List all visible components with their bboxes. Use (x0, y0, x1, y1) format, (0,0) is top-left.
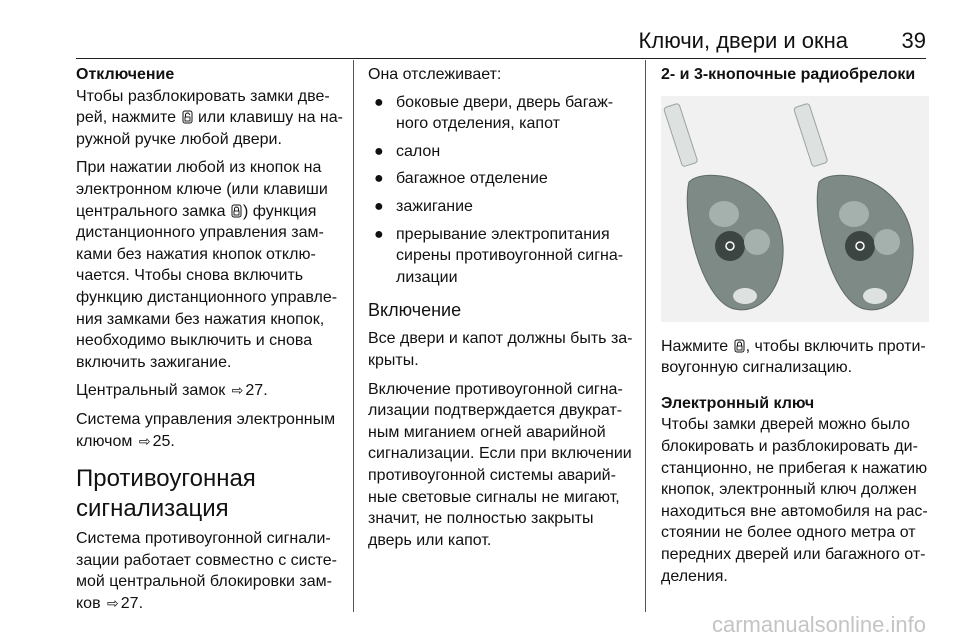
key-fob-illustration (661, 96, 929, 322)
paragraph-electronic-key: Чтобы замки дверей можно было блокировать и разблокировать ди- станционно, не прибегая к нажатию кнопок, электронный ключ должен находиться вне автомобиля на рас- стоянии не более одного метра от передних дверей или багажного от- деления. (661, 416, 928, 585)
list-item: ● салон (374, 142, 441, 160)
watermark: carmanualsonline.info (711, 612, 926, 637)
monitored-list (368, 92, 636, 289)
unlock-icon (182, 110, 193, 124)
header-title: Ключи, двери и окна (638, 28, 848, 53)
heading-remote-fobs: 2- и 3-кнопочные радиобрелоки (661, 66, 916, 83)
column-2 (368, 64, 636, 558)
list-item: ● багажное отделение (374, 170, 548, 188)
page-reference-icon: ⇨ (107, 594, 119, 611)
heading-electronic-key: Электронный ключ (661, 394, 815, 412)
column-1 (76, 64, 348, 621)
header-rule (76, 58, 926, 59)
paragraph-alarm-system: Система противоугонной сигнали- зации работает совместно с систе- мой центральной блокировки зам- ков ⇨ 27. (76, 528, 348, 614)
paragraph-buttons: При нажатии любой из кнопок на электронном ключе (или клавиши центрального замка ) функция дистанционного управления зам- ками без нажатия кнопок отклю- чается. Чтобы снова включить функцию дистанционного управле- ния замками без нажатия кнопок, необходимо выключить и снова включить зажигание. (76, 159, 338, 371)
page-header (0, 0, 960, 60)
paragraph-doors-closed: Все двери и капот должны быть за- крыты. (368, 330, 633, 369)
monitor-intro: Она отслеживает: (368, 66, 502, 83)
column-divider-2 (645, 60, 646, 612)
heading-anti-theft-alarm: Противоугонная сигнализация (76, 465, 256, 523)
paragraph-arm-alarm: Нажмите , чтобы включить проти- воугонную сигнализацию. (661, 337, 926, 377)
paragraph-activation-confirm: Включение противоугонной сигна- лизации подтверждается двукрат- ным миганием огней аварийной сигнализации. Если при включении противоугонной системы аварий- ные световые сигналы не мигают, значит, не полностью закрыты дверь или капот. (368, 380, 632, 549)
page-reference-icon: ⇨ (231, 382, 244, 399)
column-3 (661, 64, 929, 594)
page-reference-icon: ⇨ (138, 432, 151, 449)
key-fob-image (661, 96, 929, 322)
central-lock-icon (231, 204, 242, 218)
lock-icon (734, 339, 745, 353)
column-divider-1 (353, 60, 354, 612)
list-item: ● боковые двери, дверь багаж- ного отделения, капот (374, 93, 614, 133)
cross-reference-key-system: Система управления электронным ключом ⇨ 25. (76, 409, 348, 452)
page-number: 39 (901, 28, 926, 53)
paragraph-unlock: Чтобы разблокировать замки две- рей, нажмите или клавишу на на- ружной ручке любой двери. (76, 87, 343, 148)
list-item: ● зажигание (374, 197, 473, 215)
cross-reference-central-lock: Центральный замок ⇨ 27. (76, 380, 348, 402)
list-item: ● прерывание электропитания сирены противоугонной сигна- лизации (374, 225, 624, 286)
heading-activation: Включение (368, 300, 462, 321)
heading-unlock: Отключение (76, 66, 175, 83)
